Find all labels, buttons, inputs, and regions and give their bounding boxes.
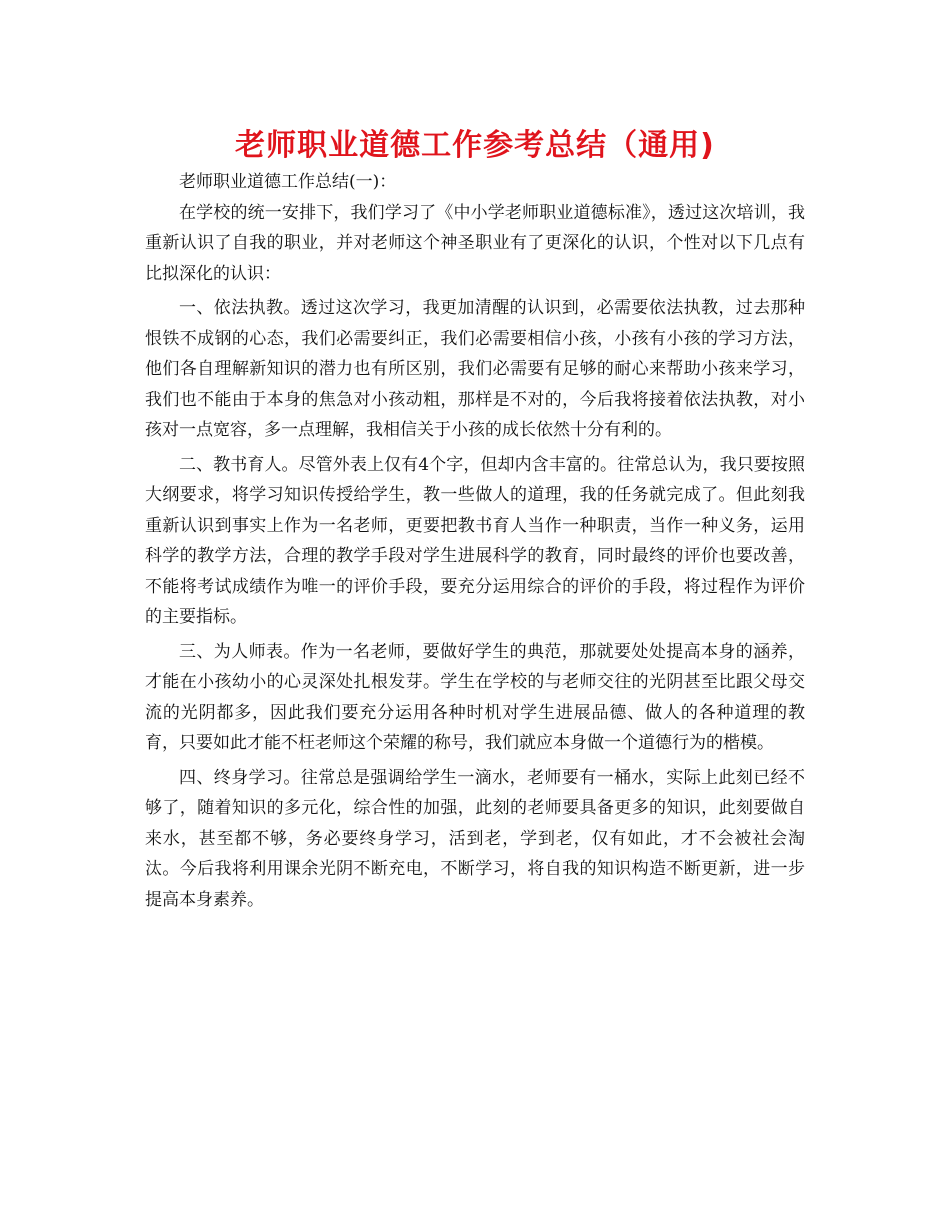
document-subtitle: 老师职业道德工作总结(一)：: [179, 172, 397, 192]
paragraph-4: 四、终身学习。往常总是强调给学生一滴水，老师要有一桶水，实际上此刻已经不够了，随着知识的多元化，综合性的加强，此刻的老师要具备更多的知识，此刻要做自来水，甚至都不够，务必要终身学习，活到老，学到老，仅有如此，才不会被社会淘汰。今后我将利用课余光阴不断充电，不断学习，将自我的知识构造不断更新，进一步提高本身素养。: [145, 767, 805, 910]
paragraph-1: 一、依法执教。透过这次学习，我更加清醒的认识到，必需要依法执教，过去那种恨铁不成钢的心态，我们必需要纠正，我们必需要相信小孩，小孩有小孩的学习方法，他们各自理解新知识的潜力也有所区别，我们必需要有足够的耐心来帮助小孩来学习，我们也不能由于本身的焦急对小孩动粗，那样是不对的，今后我将接着依法执教，对小孩对一点宽容，多一点理解，我相信关于小孩的成长依然十分有利的。: [145, 298, 805, 440]
document-title: 老师职业道德工作参考总结（通用): [235, 128, 715, 163]
document-body: [145, 167, 805, 915]
paragraph-3: 三、为人师表。作为一名老师，要做好学生的典范，那就要处处提高本身的涵养，才能在小孩幼小的心灵深处扎根发芽。学生在学校的与老师交往的光阴甚至比跟父母交流的光阴都多，因此我们要充分运用各种时机对学生进展品德、做人的各种道理的教育，只要如此才能不枉老师这个荣耀的称号，我们就应本身做一个道德行为的楷模。: [145, 641, 805, 753]
paragraph-2: 二、教书育人。尽管外表上仅有4个字，但却内含丰富的。往常总认为，我只要按照大纲要求，将学习知识传授给学生，教一些做人的道理，我的任务就完成了。但此刻我重新认识到事实上作为一名老师，更要把教书育人当作一种职责，当作一种义务，运用科学的教学方法，合理的教学手段对学生进展科学的教育，同时最终的评价也要改善，不能将考试成绩作为唯一的评价手段，要充分运用综合的评价的手段，将过程作为评价的主要指标。: [145, 454, 805, 627]
paragraph-intro: 在学校的统一安排下，我们学习了《中小学老师职业道德标准》，透过这次培训，我重新认识了自我的职业，并对老师这个神圣职业有了更深化的认识，个性对以下几点有比拟深化的认识：: [145, 202, 805, 284]
